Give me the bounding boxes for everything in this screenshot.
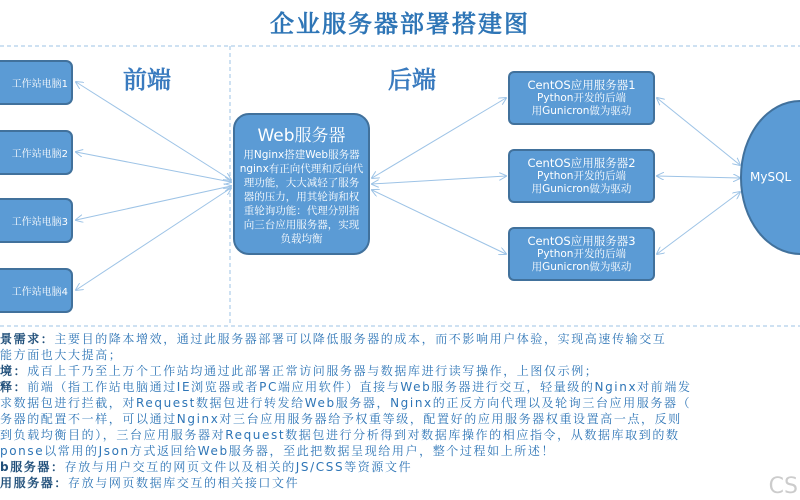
note-line: 求数据包进行拦截，对Request数据包进行转发给Web服务器，Nginx的正反方向代理以及轮询三台应用服务器（	[0, 396, 692, 410]
note-line: 释：前端（指工作站电脑通过IE浏览器或者PC端应用软件）直接与Web服务器进行交互，轻量级的Nginx对前端发	[0, 380, 692, 394]
workstation-1: 工作站电脑1	[0, 60, 73, 105]
app-server-title: CentOS应用服务器2	[527, 156, 636, 170]
workstation-3: 工作站电脑3	[0, 198, 73, 243]
note-line: ponse以常用的Json方式返回给Web服务器，至此把数据呈现给用户，整个过程如上所述！	[0, 444, 556, 458]
app-server-line: Python开发的后端	[537, 170, 626, 182]
web-server-title: Web服务器	[257, 126, 346, 146]
app-server-3	[508, 227, 655, 281]
watermark: CS	[768, 474, 798, 499]
app-server-title: CentOS应用服务器3	[527, 234, 636, 248]
mysql-database: MySQL	[740, 100, 800, 255]
app-server-1	[508, 71, 655, 125]
workstation-2: 工作站电脑2	[0, 130, 73, 175]
app-server-line: 用Gunicron做为驱动	[531, 261, 632, 273]
backend-label: 后端	[388, 66, 436, 94]
note-line: 用服务器：存放与网页数据库交互的相关接口文件	[0, 476, 300, 490]
notes	[0, 331, 800, 491]
note-line: b服务器：存放与用户交互的网页文件以及相关的JS/CSS等资源文件	[0, 460, 413, 474]
app-server-title: CentOS应用服务器1	[527, 78, 636, 92]
note-line: 景需求：主要目的降本增效，通过此服务器部署可以降低服务器的成本，而不影响用户体验，实现高速传输交互	[0, 332, 667, 346]
app-server-line: Python开发的后端	[537, 248, 626, 260]
frontend-label: 前端	[123, 66, 171, 94]
app-server-2	[508, 149, 655, 203]
app-server-line: 用Gunicron做为驱动	[531, 105, 632, 117]
note-line: 境：成百上千乃至上万个工作站均通过此部署正常访问服务器与数据库进行读写操作，上图仅示例；	[0, 364, 599, 378]
web-server-desc: 用Nginx搭建Web服务器nginx有正向代理和反向代理功能，大大减轻了服务器的压力，用其轮询和权重轮询功能：代理分别指向三台应用服务器，实现负载均衡	[239, 149, 364, 245]
note-line: 到负载均衡目的），三台应用服务器对Request数据包进行分析得到对数据库操作的相应指令，从数据库取到的数	[0, 428, 680, 442]
workstation-4: 工作站电脑4	[0, 268, 73, 313]
web-server-box	[233, 113, 370, 255]
note-line: 能方面也大大提高；	[0, 348, 123, 362]
app-server-line: 用Gunicron做为驱动	[531, 183, 632, 195]
note-line: 务器的配置不一样，可以通过Nginx对三台应用服务器给予权重等级，配置好的应用服务器权重设置高一点，反则	[0, 412, 682, 426]
diagram-title: 企业服务器部署搭建图	[270, 10, 530, 38]
app-server-line: Python开发的后端	[537, 92, 626, 104]
